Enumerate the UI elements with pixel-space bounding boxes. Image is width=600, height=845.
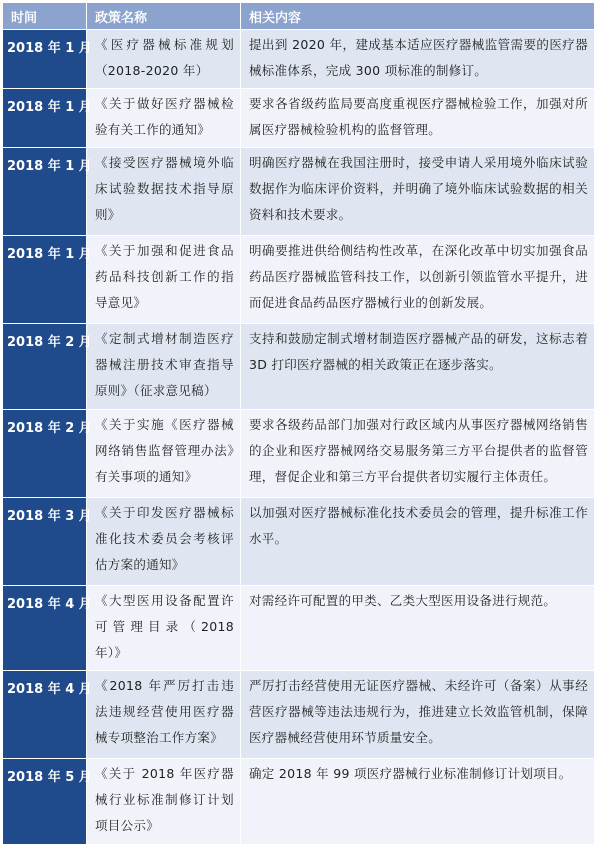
row-content: 明确医疗器械在我国注册时，接受申请人采用境外临床试验数据作为临床评价资料，并明确了境外临床试验数据的相关资料和技术要求。 [241, 148, 595, 236]
row-time: 2018 年 1 月 [3, 30, 87, 89]
header-content: 相关内容 [241, 3, 595, 30]
table-row [3, 324, 595, 410]
table-row [3, 759, 595, 845]
row-content: 以加强对医疗器械标准化技术委员会的管理，提升标准工作水平。 [241, 498, 595, 586]
header-row [3, 3, 595, 30]
header-time: 时间 [3, 3, 87, 30]
row-content: 支持和鼓励定制式增材制造医疗器械产品的研发，这标志着 3D 打印医疗器械的相关政策正在逐步落实。 [241, 324, 595, 410]
row-policy-name: 《关于印发医疗器械标准化技术委员会考核评估方案的通知》 [87, 498, 241, 586]
header-policy-name: 政策名称 [87, 3, 241, 30]
row-content: 要求各省级药监局要高度重视医疗器械检验工作，加强对所属医疗器械检验机构的监督管理。 [241, 89, 595, 148]
row-content: 提出到 2020 年，建成基本适应医疗器械监管需要的医疗器械标准体系，完成 300 项标准的制修订。 [241, 30, 595, 89]
row-policy-name: 《关于实施《医疗器械网络销售监督管理办法》有关事项的通知》 [87, 410, 241, 498]
row-policy-name: 《医疗器械标准规划（2018-2020 年） [87, 30, 241, 89]
table-row [3, 671, 595, 759]
row-time: 2018 年 4 月 [3, 586, 87, 671]
row-time: 2018 年 1 月 [3, 148, 87, 236]
row-policy-name: 《接受医疗器械境外临床试验数据技术指导原则》 [87, 148, 241, 236]
row-content: 要求各级药品部门加强对行政区域内从事医疗器械网络销售的企业和医疗器械网络交易服务第三方平台提供者的监督管理，督促企业和第三方平台提供者切实履行主体责任。 [241, 410, 595, 498]
row-content: 明确要推进供给侧结构性改革，在深化改革中切实加强食品药品医疗器械监管科技工作，以创新引领监管水平提升，进而促进食品药品医疗器械行业的创新发展。 [241, 236, 595, 324]
table-row [3, 30, 595, 89]
policy-table [2, 2, 595, 845]
row-content: 严厉打击经营使用无证医疗器械、未经许可（备案）从事经营医疗器械等违法违规行为，推进建立长效监管机制，保障医疗器械经营使用环节质量安全。 [241, 671, 595, 759]
row-content: 对需经许可配置的甲类、乙类大型医用设备进行规范。 [241, 586, 595, 671]
row-policy-name: 《大型医用设备配置许可管理目录（2018 年）》 [87, 586, 241, 671]
row-time: 2018 年 2 月 [3, 410, 87, 498]
row-policy-name: 《关于加强和促进食品药品科技创新工作的指导意见》 [87, 236, 241, 324]
row-time: 2018 年 2 月 [3, 324, 87, 410]
row-content: 确定 2018 年 99 项医疗器械行业标准制修订计划项目。 [241, 759, 595, 845]
row-policy-name: 《定制式增材制造医疗器械注册技术审查指导原则》（征求意见稿） [87, 324, 241, 410]
table-row [3, 148, 595, 236]
table-row [3, 236, 595, 324]
row-time: 2018 年 5 月 [3, 759, 87, 845]
row-time: 2018 年 1 月 [3, 89, 87, 148]
row-time: 2018 年 4 月 [3, 671, 87, 759]
table-row [3, 498, 595, 586]
row-policy-name: 《关于做好医疗器械检验有关工作的通知》 [87, 89, 241, 148]
row-time: 2018 年 1 月 [3, 236, 87, 324]
table-row [3, 586, 595, 671]
table-row [3, 89, 595, 148]
row-policy-name: 《关于 2018 年医疗器械行业标准制修订计划项目公示》 [87, 759, 241, 845]
row-time: 2018 年 3 月 [3, 498, 87, 586]
row-policy-name: 《2018 年严厉打击违法违规经营使用医疗器械专项整治工作方案》 [87, 671, 241, 759]
table-row [3, 410, 595, 498]
